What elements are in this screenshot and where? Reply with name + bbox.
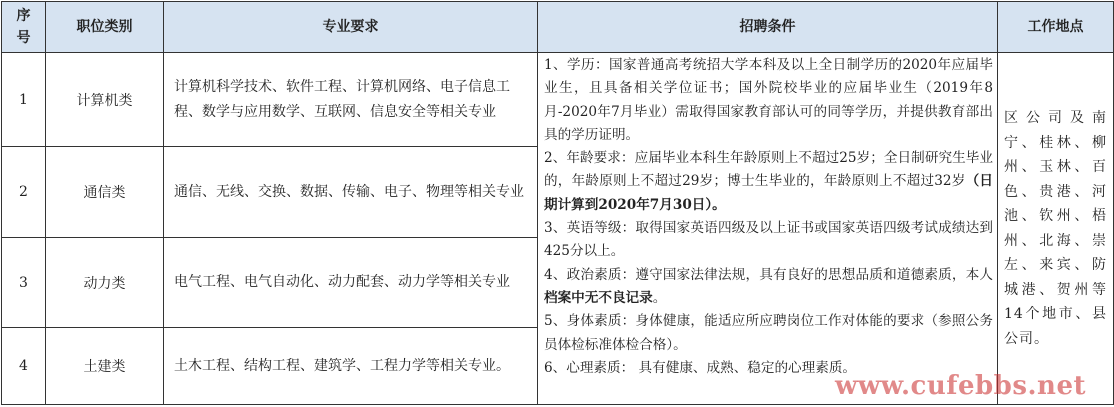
condition-mental: 6、心理素质： 具有健康、成熟、稳定的心理素质。 xyxy=(544,359,857,376)
header-index: 序号 xyxy=(2,2,46,53)
condition-political-end: 。 xyxy=(652,289,667,306)
row-major: 计算机科学技术、软件工程、计算机网络、电子信息工程、数学与应用数学、互联网、信息安全等相关专业 xyxy=(164,53,538,147)
condition-age xyxy=(544,147,993,217)
header-major: 专业要求 xyxy=(164,2,538,53)
row-index: 1 xyxy=(2,53,46,147)
recruitment-table xyxy=(1,1,1114,405)
row-category: 计算机类 xyxy=(46,53,164,147)
row-major: 土木工程、结构工程、建筑学、工程力学等相关专业。 xyxy=(164,328,538,405)
table-row xyxy=(2,53,1114,147)
header-row xyxy=(2,2,1114,53)
watermark-text: www.cufebbs.net xyxy=(834,371,1086,401)
header-conditions: 招聘条件 xyxy=(538,2,998,53)
row-index: 2 xyxy=(2,147,46,238)
condition-political xyxy=(544,264,993,311)
row-index: 3 xyxy=(2,238,46,328)
header-category: 职位类别 xyxy=(46,2,164,53)
condition-age-date: （日期计算到2020年7月30日）。 xyxy=(544,173,994,213)
row-major: 通信、无线、交换、数据、传输、电子、物理等相关专业 xyxy=(164,147,538,238)
row-major: 电气工程、电气自动化、动力配套、动力学等相关专业 xyxy=(164,238,538,328)
location-cell: 区公司及南宁、桂林、柳州、玉林、百色、贵港、河池、钦州、梧州、北海、崇左、来宾、防城港、贺州等14个地市、县公司。 xyxy=(998,53,1114,405)
header-location: 工作地点 xyxy=(998,2,1114,53)
condition-political-text: 4、政治素质：遵守国家法律法规，具有良好的思想品质和道德素质，本人 xyxy=(544,266,993,283)
condition-political-emphasis: 档案中无不良记录 xyxy=(544,289,653,306)
condition-physical: 5、身体素质：身体健康，能适应所应聘岗位工作对体能的要求（参照公务员体检标准体检合格）。 xyxy=(544,313,993,353)
condition-english: 3、英语等级：取得国家英语四级及以上证书或国家英语四级考试成绩达到425分以上。 xyxy=(544,220,993,260)
row-category: 通信类 xyxy=(46,147,164,238)
condition-education: 1、学历：国家普通高考统招大学本科及以上全日制学历的2020年应届毕业生，且具备相关学位证书；国外院校毕业的应届毕业生（2019年8月-2020年7月毕业）需取得国家教育部认可的同等学历，并提供教育部出具的学历证明。 xyxy=(544,57,993,143)
row-index: 4 xyxy=(2,328,46,405)
row-category: 动力类 xyxy=(46,238,164,328)
condition-age-text: 2、年龄要求：应届毕业本科生年龄原则上不超过25岁；全日制研究生毕业的，年龄原则上不超过29岁；博士生毕业的，年龄原则上不超过32岁 xyxy=(544,150,993,190)
conditions-cell xyxy=(538,53,998,405)
row-category: 土建类 xyxy=(46,328,164,405)
